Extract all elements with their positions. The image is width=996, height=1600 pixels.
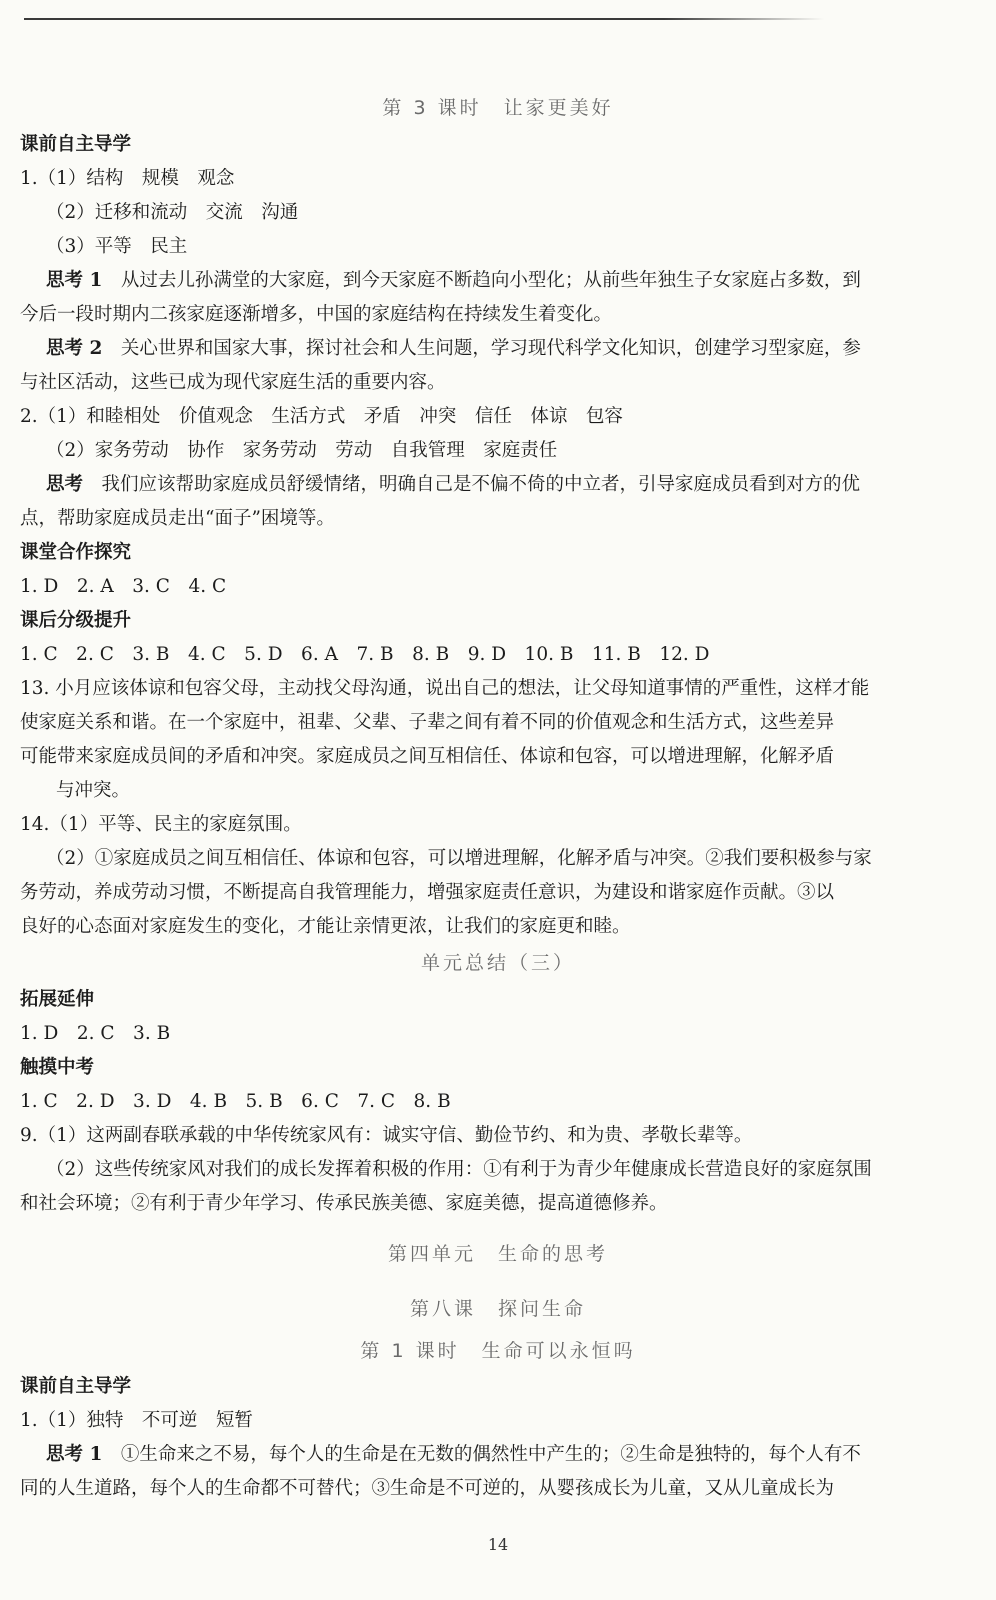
answer-line: （2）家务劳动 协作 家务劳动 劳动 自我管理 家庭责任	[46, 440, 558, 461]
answer-line: 14.（1）平等、民主的家庭氛围。	[20, 814, 302, 835]
answer-line: 点，帮助家庭成员走出“面子”困境等。	[20, 508, 335, 529]
unit-summary-heading: 单元总结（三）	[420, 952, 575, 974]
think-text: 从过去儿孙满堂的大家庭，到今天家庭不断趋向小型化；从前些年独生子女家庭占多数，到	[120, 270, 861, 291]
answer-line: 9.（1）这两副春联承载的中华传统家风有：诚实守信、勤俭节约、和为贵、孝敬长辈等。	[20, 1125, 753, 1146]
answer-line: 1.（1）独特 不可逆 短暂	[20, 1410, 253, 1431]
lesson-heading-1: 第 1 课时 生命可以永恒吗	[360, 1340, 636, 1362]
think-text: 关心世界和国家大事，探讨社会和人生问题，学习现代科学文化知识，创建学习型家庭，参	[120, 338, 861, 359]
answer-line: 务劳动，养成劳动习惯，不断提高自我管理能力，增强家庭责任意识，为建设和谐家庭作贡献。③以	[20, 882, 835, 903]
think-label: 思考 2	[46, 338, 103, 359]
answer-line: 和社会环境；②有利于青少年学习、传承民族美德、家庭美德，提高道德修养。	[20, 1193, 668, 1214]
unit-heading: 第四单元 生命的思考	[387, 1243, 608, 1265]
answer-line: 与社区活动，这些已成为现代家庭生活的重要内容。	[20, 372, 446, 393]
section-pre-class-2: 课前自主导学	[20, 1376, 132, 1397]
think-paragraph	[46, 269, 972, 293]
answer-line: 使家庭关系和谐。在一个家庭中，祖辈、父辈、子辈之间有着不同的价值观念和生活方式，这些差异	[20, 712, 835, 733]
section-extension: 拓展延伸	[20, 989, 95, 1010]
answer-line: 13. 小月应该体谅和包容父母，主动找父母沟通，说出自己的想法，让父母知道事情的严重性，这样才能	[20, 678, 870, 699]
think-label: 思考	[46, 474, 84, 495]
answer-line: （2）这些传统家风对我们的成长发挥着积极的作用：①有利于为青少年健康成长营造良好的家庭氛围	[46, 1159, 872, 1180]
page-number: 14	[487, 1535, 509, 1554]
answer-line: 1. C 2. D 3. D 4. B 5. B 6. C 7. C 8. B	[20, 1091, 451, 1112]
answer-line: 1. C 2. C 3. B 4. C 5. D 6. A 7. B 8. B 9. D 10. B 11. B 12. D	[20, 644, 710, 665]
answer-line: 与冲突。	[56, 780, 131, 801]
think-paragraph	[46, 337, 972, 361]
answer-line: 1. D 2. C 3. B	[20, 1023, 171, 1044]
think-paragraph	[46, 1443, 972, 1467]
top-rule	[24, 18, 824, 20]
think-label: 思考 1	[46, 270, 103, 291]
think-text: 我们应该帮助家庭成员舒缓情绪，明确自己是不偏不倚的中立者，引导家庭成员看到对方的优	[101, 474, 861, 495]
answer-line: 可能带来家庭成员间的矛盾和冲突。家庭成员之间互相信任、体谅和包容，可以增进理解，化解矛盾	[20, 746, 835, 767]
answer-line: 2.（1）和睦相处 价值观念 生活方式 矛盾 冲突 信任 体谅 包容	[20, 406, 623, 427]
think-label: 思考 1	[46, 1444, 103, 1465]
think-text: ①生命来之不易，每个人的生命是在无数的偶然性中产生的；②生命是独特的，每个人有不	[120, 1444, 861, 1465]
answer-line: 1.（1）结构 规模 观念	[20, 168, 235, 189]
think-paragraph	[46, 473, 972, 497]
lesson-heading-3: 第 3 课时 让家更美好	[382, 97, 614, 119]
answer-line: 今后一段时期内二孩家庭逐渐增多，中国的家庭结构在持续发生着变化。	[20, 304, 613, 325]
lesson-heading-8: 第八课 探问生命	[409, 1298, 586, 1320]
answer-line: （3）平等 民主	[46, 236, 188, 257]
section-pre-class: 课前自主导学	[20, 134, 132, 155]
section-in-class: 课堂合作探究	[20, 542, 132, 563]
section-exam: 触摸中考	[20, 1057, 95, 1078]
answer-line: （2）迁移和流动 交流 沟通	[46, 202, 299, 223]
answer-line: 良好的心态面对家庭发生的变化，才能让亲情更浓，让我们的家庭更和睦。	[20, 916, 631, 937]
answer-line: 1. D 2. A 3. C 4. C	[20, 576, 227, 597]
answer-line: 同的人生道路，每个人的生命都不可替代；③生命是不可逆的，从婴孩成长为儿童，又从儿童成长为	[20, 1478, 835, 1499]
answer-line: （2）①家庭成员之间互相信任、体谅和包容，可以增进理解，化解矛盾与冲突。②我们要积极参与家	[46, 848, 872, 869]
section-after-class: 课后分级提升	[20, 610, 132, 631]
